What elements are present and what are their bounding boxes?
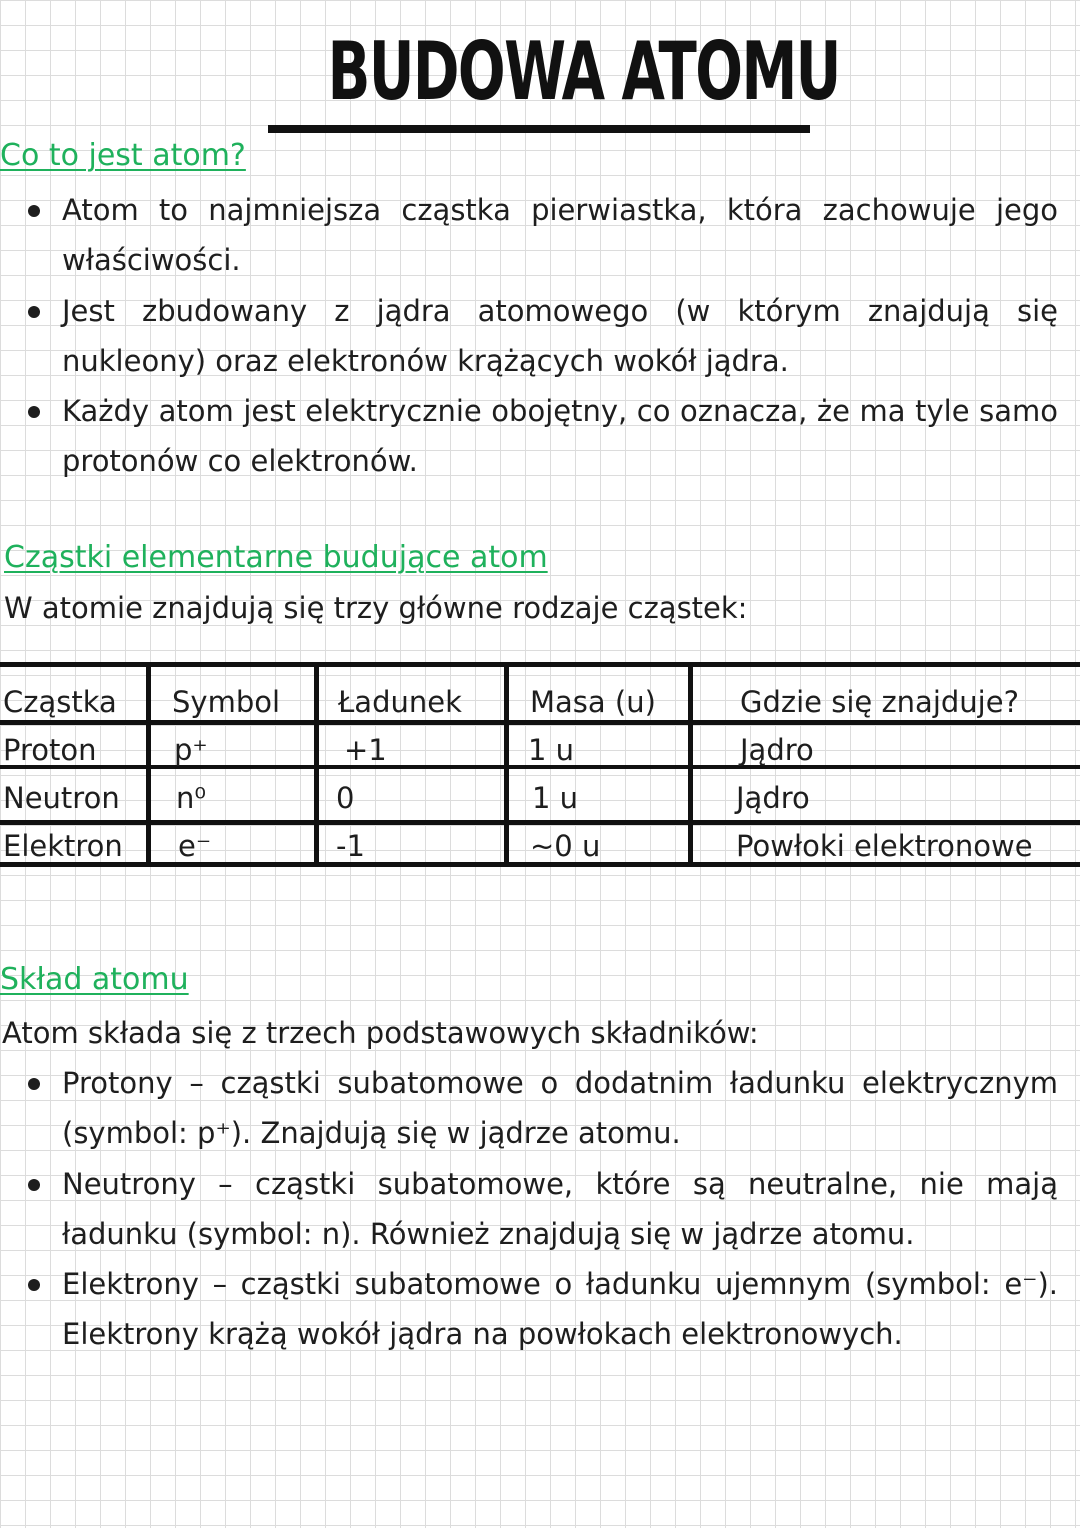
table-cell: Elektron [3, 829, 123, 863]
composition-list [0, 1058, 1058, 1360]
table-cell: Proton [3, 733, 97, 767]
table-rule [0, 662, 1080, 667]
title-underline [268, 125, 810, 133]
table-cell: Jądro [740, 733, 814, 767]
list-item: Elektrony – cząstki subatomowe o ładunku ujemnym (symbol: e⁻). Elektrony krążą wokół jądra na powłokach elektronowych. [0, 1259, 1058, 1360]
table-cell: Jądro [736, 781, 810, 815]
table-cell: -1 [336, 829, 365, 863]
table-column-rule [146, 662, 151, 867]
table-header-cell: Masa (u) [530, 685, 656, 719]
table-cell: 1 u [528, 733, 575, 767]
table-cell: Powłoki elektronowe [736, 829, 1033, 863]
atom-definition-list [0, 185, 1058, 487]
section-heading-particles: Cząstki elementarne budujące atom [4, 540, 548, 575]
table-cell: Neutron [3, 781, 120, 815]
table-cell: +1 [344, 733, 387, 767]
particles-table [0, 662, 1080, 868]
list-item: Neutrony – cząstki subatomowe, które są neutralne, nie mają ładunku (symbol: n). Również znajdują się w jądrze atomu. [0, 1159, 1058, 1260]
list-item: Każdy atom jest elektrycznie obojętny, co oznacza, że ma tyle samo protonów co elektronów. [0, 386, 1058, 487]
list-item: Protony – cząstki subatomowe o dodatnim ładunku elektrycznym (symbol: p⁺). Znajdują się w jądrze atomu. [0, 1058, 1058, 1159]
list-item: Atom to najmniejsza cząstka pierwiastka, która zachowuje jego właściwości. [0, 185, 1058, 286]
section-heading-what-is-atom: Co to jest atom? [0, 138, 246, 173]
table-header-cell: Gdzie się znajduje? [740, 685, 1019, 719]
table-cell: p⁺ [174, 733, 208, 767]
table-header-cell: Symbol [172, 685, 281, 719]
table-cell: 0 [336, 781, 355, 815]
section-heading-composition: Skład atomu [0, 962, 189, 997]
page-title: BUDOWA ATOMU [327, 25, 840, 118]
table-cell: ~0 u [530, 829, 601, 863]
table-cell: e⁻ [178, 829, 212, 863]
table-column-rule [504, 662, 509, 867]
table-cell: n⁰ [176, 781, 207, 815]
table-header-cell: Ładunek [338, 685, 462, 719]
table-column-rule [688, 662, 693, 867]
table-column-rule [314, 662, 319, 867]
table-rule [0, 820, 1080, 825]
particles-intro: W atomie znajdują się trzy główne rodzaje cząstek: [4, 591, 748, 625]
composition-intro: Atom składa się z trzech podstawowych składników: [2, 1016, 759, 1050]
table-cell: 1 u [532, 781, 579, 815]
table-header-cell: Cząstka [3, 685, 117, 719]
list-item: Jest zbudowany z jądra atomowego (w którym znajdują się nukleony) oraz elektronów krążących wokół jądra. [0, 286, 1058, 387]
table-rule [0, 720, 1080, 725]
